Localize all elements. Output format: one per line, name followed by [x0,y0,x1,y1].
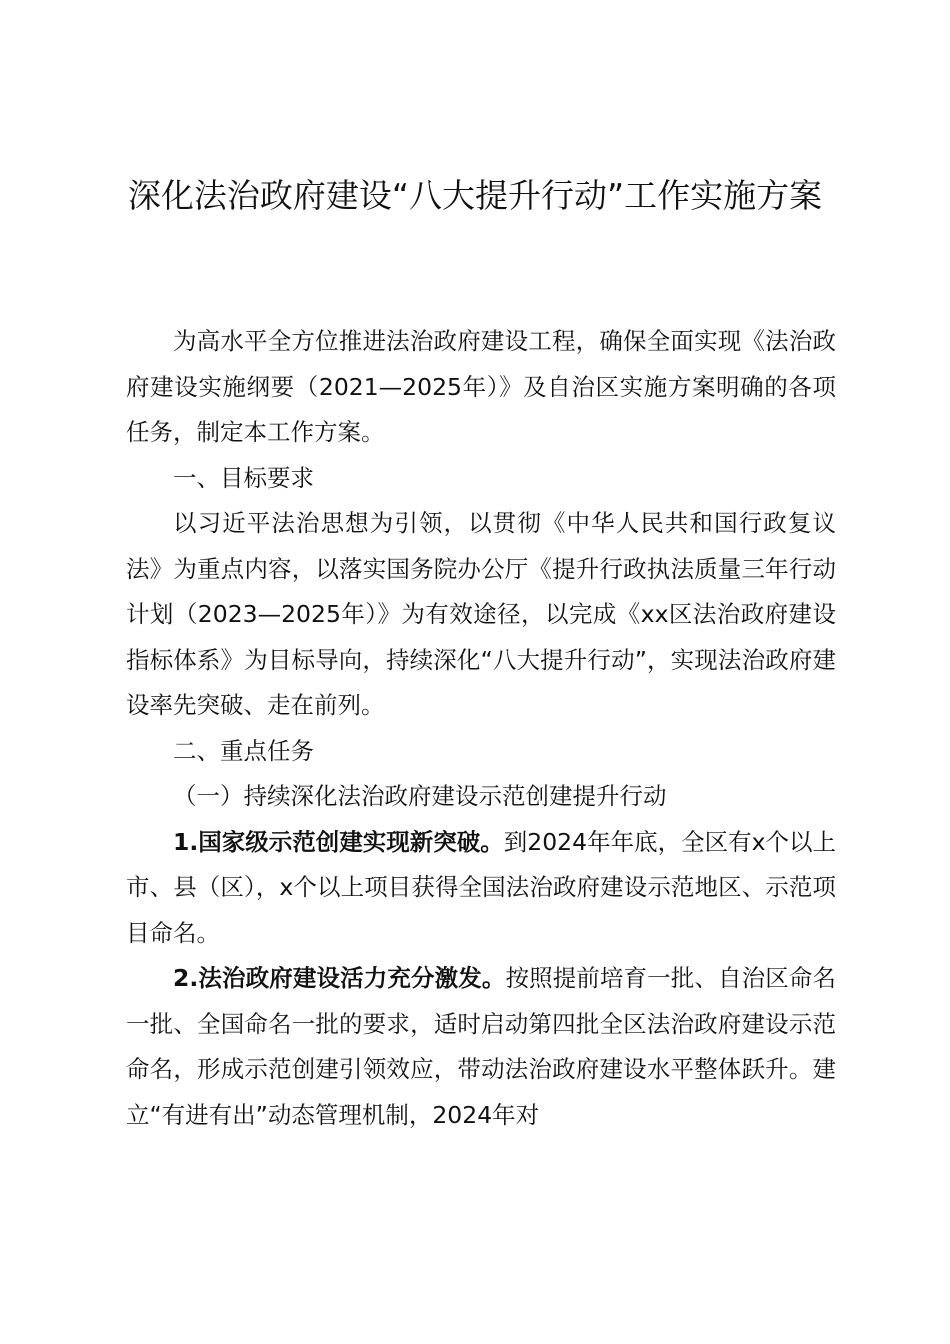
section-heading-goals: 一、目标要求 [173,463,314,492]
intro-paragraph: 为高水平全方位推进法治政府建设工程，确保全面实现《法治政府建设实施纲要（2021—2025年）》及自治区实施方案明确的各项任务，制定本工作方案。 [126,327,836,446]
document-body [126,319,836,1138]
goals-paragraph: 以习近平法治思想为引领，以贯彻《中华人民共和国行政复议法》为重点内容，以落实国务院办公厅《提升行政执法质量三年行动计划（2023—2025年）》为有效途径，以完成《xx区法治政府建设指标体系》为目标导向，持续深化“八大提升行动”，实现法治政府建设率先突破、走在前列。 [126,509,836,719]
subsection-heading-1: （一）持续深化法治政府建设示范创建提升行动 [173,782,667,810]
document-title: 深化法治政府建设“八大提升行动”工作实施方案 [127,176,823,215]
task-item-1-text: 到2024年年底，全区有x个以上市、县（区），x个以上项目获得全国法治政府建设示范地区、示范项目命名。 [126,827,837,947]
section-heading-tasks: 二、重点任务 [173,736,314,765]
task-item-2-lead: 2.法治政府建设活力充分激发。 [173,964,506,992]
task-item-2-text: 按照提前培育一批、自治区命名一批、全国命名一批的要求，适时启动第四批全区法治政府建设示范命名，形成示范创建引领效应，带动法治政府建设水平整体跃升。建立“有进有出”动态管理机制，2024年对 [126,964,837,1129]
task-item-2 [126,956,836,1138]
task-item-1 [126,820,836,957]
task-item-1-lead: 1.国家级示范创建实现新突破。 [173,827,504,856]
